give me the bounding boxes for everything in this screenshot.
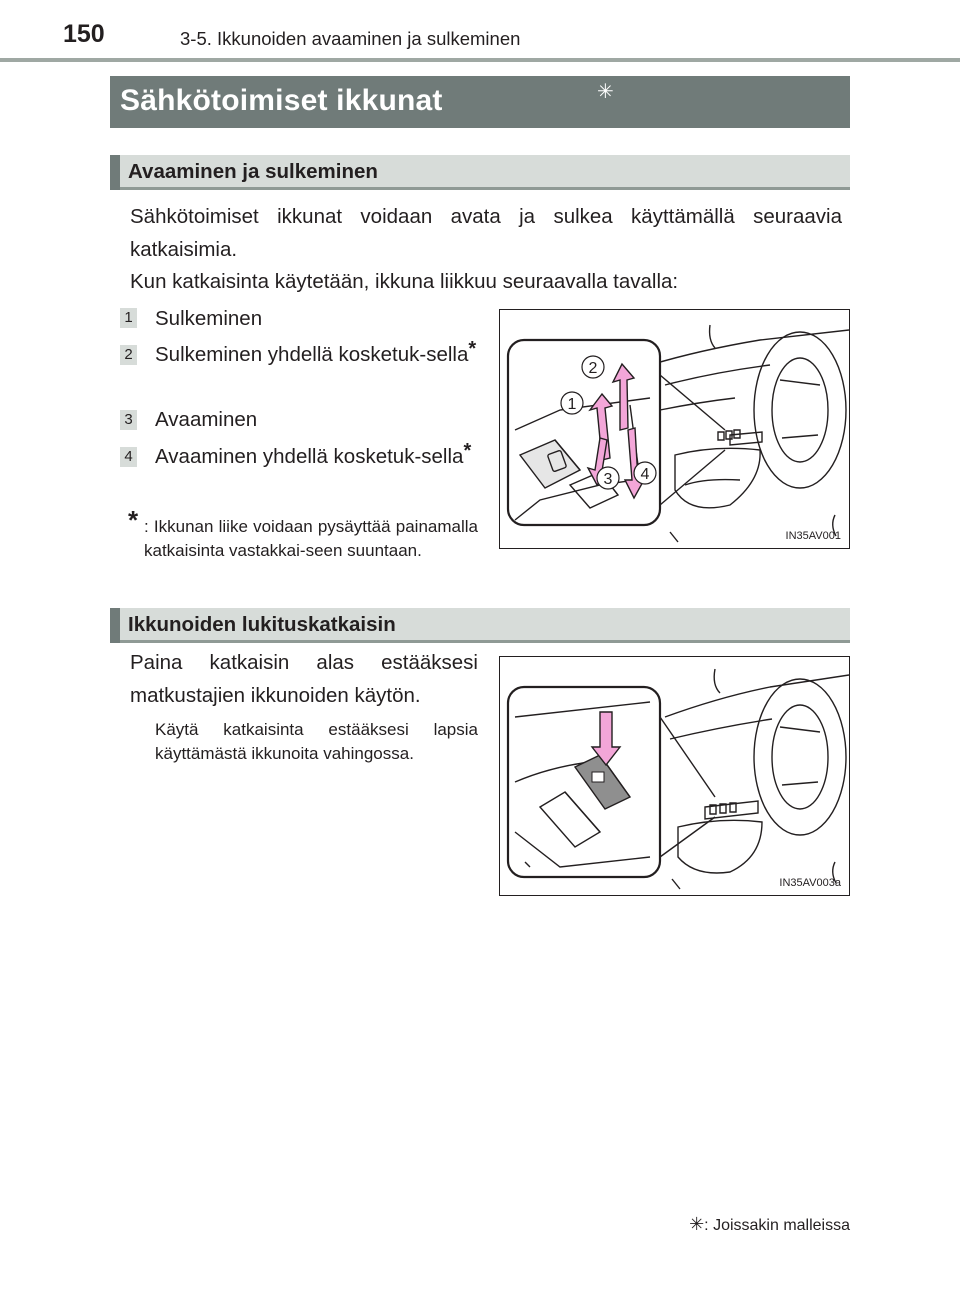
- lock-paragraph: Paina katkaisin alas estääksesi matkustajien ikkunoiden käytön.: [130, 651, 478, 707]
- callout-3: 3: [603, 471, 613, 488]
- figure-code: IN35AV001: [785, 530, 841, 542]
- window-lock-illustration: [500, 657, 849, 895]
- section-bar: [110, 155, 120, 190]
- chapter-title: 3-5. Ikkunoiden avaaminen ja sulkeminen: [180, 28, 521, 49]
- list-item-closing: Sulkeminen: [155, 307, 263, 330]
- list-item-opening: Avaaminen: [155, 408, 258, 431]
- footnote: [689, 1214, 850, 1235]
- figure-window-switch: [499, 309, 850, 549]
- list-item-label: Avaaminen yhdellä kosketuk-sella: [155, 445, 464, 468]
- footnote-marker: ✳: [689, 1214, 705, 1234]
- list-number-3: 3: [120, 410, 137, 430]
- lock-subtext: Käytä katkaisinta estääksesi lapsia käyttämästä ikkunoita vahingossa.: [155, 720, 478, 763]
- intro-paragraph-2: Kun katkaisinta käytetään, ikkuna liikkuu seuraavalla tavalla:: [130, 270, 679, 293]
- header-rule: [0, 58, 960, 62]
- figure-window-lock-switch: [499, 656, 850, 896]
- section-bar: [110, 608, 120, 643]
- page-number: 150: [63, 20, 105, 48]
- callout-1: 1: [567, 396, 577, 413]
- list-item-one-touch-closing: [155, 339, 477, 370]
- asterisk-marker: *: [468, 338, 477, 360]
- section-heading-label: Ikkunoiden lukituskatkaisin: [128, 613, 396, 636]
- section-heading-label: Avaaminen ja sulkeminen: [128, 160, 378, 183]
- note-marker: *: [128, 505, 139, 535]
- list-number-1: 1: [120, 308, 137, 328]
- callout-4: 4: [640, 466, 650, 483]
- list-item-label: Sulkeminen yhdellä kosketuk-sella: [155, 343, 469, 366]
- section-heading-open-close: [110, 155, 850, 190]
- title-marker: ✳: [597, 81, 614, 103]
- figure-code: IN35AV003a: [779, 877, 841, 889]
- list-item-one-touch-opening: [155, 441, 477, 472]
- asterisk-marker: *: [463, 440, 472, 462]
- page-title: Sähkötoimiset ikkunat: [120, 84, 443, 117]
- title-band: [110, 76, 850, 128]
- section-heading-window-lock: [110, 608, 850, 643]
- window-switch-illustration: [500, 310, 849, 548]
- list-number-4: 4: [120, 447, 137, 467]
- list-number-2: 2: [120, 345, 137, 365]
- note-text: : Ikkunan liike voidaan pysäyttää painamalla katkaisinta vastakkai-seen suuntaan.: [144, 517, 478, 560]
- intro-paragraph-1: Sähkötoimiset ikkunat voidaan avata ja sulkea käyttämällä seuraavia katkaisimia.: [130, 205, 842, 261]
- callout-2: 2: [588, 360, 598, 377]
- footnote-text: : Joissakin malleissa: [704, 1217, 850, 1234]
